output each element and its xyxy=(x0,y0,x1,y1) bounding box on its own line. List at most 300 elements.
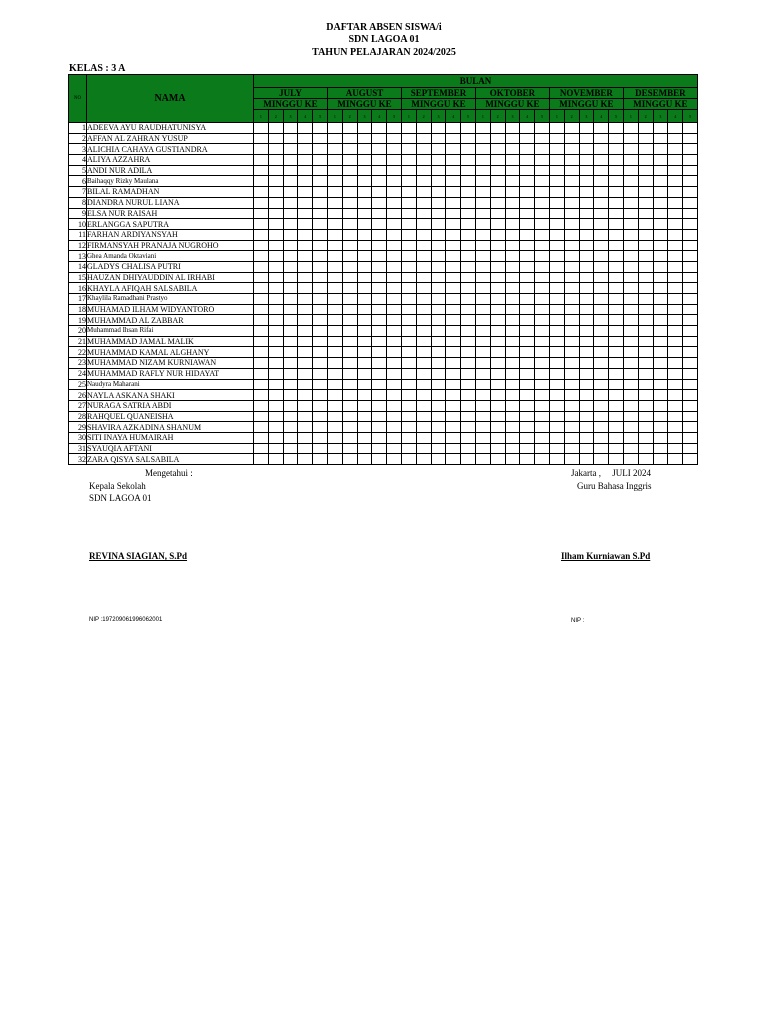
attendance-cell xyxy=(609,155,624,166)
attendance-cell xyxy=(668,251,683,262)
attendance-cell xyxy=(327,272,342,283)
attendance-cell xyxy=(357,326,372,337)
student-number: 21 xyxy=(69,336,87,347)
attendance-cell xyxy=(357,432,372,443)
attendance-cell xyxy=(431,251,446,262)
attendance-cell xyxy=(283,294,298,305)
table-row xyxy=(69,326,698,337)
attendance-cell xyxy=(668,368,683,379)
attendance-cell xyxy=(520,208,535,219)
attendance-cell xyxy=(564,272,579,283)
attendance-cell xyxy=(549,326,564,337)
attendance-cell xyxy=(446,176,461,187)
attendance-cell xyxy=(357,315,372,326)
attendance-cell xyxy=(357,155,372,166)
attendance-cell xyxy=(372,283,387,294)
attendance-cell xyxy=(357,261,372,272)
attendance-cell xyxy=(342,379,357,390)
attendance-cell xyxy=(653,454,668,465)
attendance-cell xyxy=(327,304,342,315)
attendance-cell xyxy=(431,379,446,390)
attendance-cell xyxy=(268,240,283,251)
attendance-cell xyxy=(327,379,342,390)
attendance-cell xyxy=(283,176,298,187)
attendance-cell xyxy=(416,229,431,240)
attendance-cell xyxy=(461,176,476,187)
attendance-cell xyxy=(609,283,624,294)
attendance-cell xyxy=(564,144,579,155)
attendance-cell xyxy=(579,432,594,443)
attendance-cell xyxy=(342,422,357,433)
attendance-cell xyxy=(268,123,283,134)
attendance-cell xyxy=(461,336,476,347)
attendance-cell xyxy=(401,176,416,187)
attendance-cell xyxy=(549,294,564,305)
attendance-cell xyxy=(653,368,668,379)
attendance-cell xyxy=(446,261,461,272)
attendance-cell xyxy=(446,411,461,422)
student-number: 10 xyxy=(69,219,87,230)
attendance-cell xyxy=(549,283,564,294)
attendance-cell xyxy=(564,123,579,134)
attendance-cell xyxy=(401,155,416,166)
attendance-cell xyxy=(683,358,698,369)
attendance-cell xyxy=(609,390,624,401)
attendance-cell xyxy=(475,294,490,305)
attendance-cell xyxy=(564,240,579,251)
attendance-cell xyxy=(387,283,402,294)
attendance-cell xyxy=(594,411,609,422)
attendance-cell xyxy=(401,347,416,358)
attendance-cell xyxy=(683,229,698,240)
attendance-cell xyxy=(653,229,668,240)
attendance-cell xyxy=(372,197,387,208)
student-name: RAHQUEL QUANEISHA xyxy=(87,411,254,422)
attendance-cell xyxy=(535,144,550,155)
attendance-cell xyxy=(387,229,402,240)
attendance-cell xyxy=(623,165,638,176)
place-date: Jakarta , JULI 2024 xyxy=(571,468,651,478)
attendance-cell xyxy=(594,294,609,305)
attendance-cell xyxy=(372,251,387,262)
attendance-cell xyxy=(594,336,609,347)
column-header-nama: NAMA xyxy=(87,75,254,123)
attendance-cell xyxy=(461,304,476,315)
attendance-cell xyxy=(549,176,564,187)
attendance-cell xyxy=(283,304,298,315)
attendance-cell xyxy=(535,326,550,337)
attendance-cell xyxy=(327,208,342,219)
attendance-cell xyxy=(564,261,579,272)
attendance-cell xyxy=(313,240,328,251)
attendance-cell xyxy=(594,144,609,155)
attendance-cell xyxy=(683,261,698,272)
attendance-cell xyxy=(638,144,653,155)
attendance-cell xyxy=(623,358,638,369)
attendance-cell xyxy=(623,155,638,166)
attendance-cell xyxy=(461,155,476,166)
student-number: 25 xyxy=(69,379,87,390)
attendance-cell xyxy=(520,261,535,272)
attendance-cell xyxy=(594,176,609,187)
attendance-cell xyxy=(535,315,550,326)
attendance-cell xyxy=(327,165,342,176)
attendance-cell xyxy=(401,358,416,369)
attendance-cell xyxy=(609,144,624,155)
week-number: 3 xyxy=(653,110,668,123)
attendance-cell xyxy=(268,411,283,422)
attendance-cell xyxy=(401,390,416,401)
attendance-cell xyxy=(475,133,490,144)
attendance-cell xyxy=(313,208,328,219)
attendance-cell xyxy=(505,272,520,283)
attendance-cell xyxy=(387,133,402,144)
attendance-cell xyxy=(490,261,505,272)
attendance-cell xyxy=(490,165,505,176)
attendance-cell xyxy=(475,390,490,401)
attendance-cell xyxy=(372,315,387,326)
attendance-cell xyxy=(298,443,313,454)
attendance-cell xyxy=(579,123,594,134)
attendance-cell xyxy=(579,219,594,230)
attendance-cell xyxy=(327,400,342,411)
attendance-cell xyxy=(609,208,624,219)
attendance-cell xyxy=(668,454,683,465)
table-row xyxy=(69,422,698,433)
week-number: 5 xyxy=(313,110,328,123)
attendance-cell xyxy=(416,400,431,411)
attendance-cell xyxy=(283,283,298,294)
attendance-cell xyxy=(520,176,535,187)
attendance-cell xyxy=(431,400,446,411)
column-header-no: NO xyxy=(69,75,87,123)
student-name: Baihaqqy Rizky Maulana xyxy=(87,176,254,187)
attendance-cell xyxy=(549,336,564,347)
week-number: 5 xyxy=(535,110,550,123)
attendance-cell xyxy=(549,304,564,315)
attendance-cell xyxy=(431,272,446,283)
attendance-cell xyxy=(401,144,416,155)
attendance-cell xyxy=(431,390,446,401)
attendance-cell xyxy=(520,133,535,144)
table-row xyxy=(69,133,698,144)
table-row xyxy=(69,347,698,358)
attendance-cell xyxy=(254,336,269,347)
attendance-cell xyxy=(298,422,313,433)
attendance-cell xyxy=(313,272,328,283)
attendance-cell xyxy=(609,294,624,305)
attendance-cell xyxy=(298,165,313,176)
week-number: 3 xyxy=(579,110,594,123)
attendance-cell xyxy=(387,294,402,305)
attendance-cell xyxy=(579,144,594,155)
attendance-cell xyxy=(475,315,490,326)
table-row xyxy=(69,240,698,251)
attendance-cell xyxy=(653,443,668,454)
attendance-cell xyxy=(683,336,698,347)
attendance-cell xyxy=(461,197,476,208)
attendance-cell xyxy=(327,347,342,358)
attendance-cell xyxy=(254,347,269,358)
attendance-cell xyxy=(401,336,416,347)
attendance-cell xyxy=(401,197,416,208)
attendance-cell xyxy=(475,219,490,230)
attendance-cell xyxy=(623,133,638,144)
attendance-cell xyxy=(254,326,269,337)
student-name: AFFAN AL ZAHRAN YUSUP xyxy=(87,133,254,144)
attendance-cell xyxy=(535,411,550,422)
attendance-cell xyxy=(653,411,668,422)
attendance-cell xyxy=(549,240,564,251)
attendance-cell xyxy=(416,208,431,219)
attendance-cell xyxy=(342,197,357,208)
attendance-cell xyxy=(446,283,461,294)
attendance-cell xyxy=(313,326,328,337)
attendance-cell xyxy=(342,229,357,240)
attendance-cell xyxy=(668,294,683,305)
attendance-cell xyxy=(401,229,416,240)
attendance-cell xyxy=(401,272,416,283)
attendance-cell xyxy=(564,315,579,326)
attendance-cell xyxy=(431,432,446,443)
attendance-cell xyxy=(313,133,328,144)
student-number: 29 xyxy=(69,422,87,433)
attendance-cell xyxy=(683,208,698,219)
attendance-cell xyxy=(254,123,269,134)
attendance-cell xyxy=(431,187,446,198)
attendance-cell xyxy=(683,123,698,134)
attendance-cell xyxy=(579,240,594,251)
attendance-cell xyxy=(668,400,683,411)
attendance-cell xyxy=(609,197,624,208)
attendance-cell xyxy=(668,261,683,272)
attendance-cell xyxy=(387,315,402,326)
student-number: 23 xyxy=(69,358,87,369)
attendance-cell xyxy=(461,358,476,369)
attendance-cell xyxy=(549,347,564,358)
attendance-cell xyxy=(461,229,476,240)
student-name: MUHAMAD ILHAM WIDYANTORO xyxy=(87,304,254,315)
attendance-cell xyxy=(490,251,505,262)
attendance-cell xyxy=(387,400,402,411)
attendance-cell xyxy=(638,283,653,294)
column-header-bulan: BULAN xyxy=(254,75,698,88)
attendance-cell xyxy=(431,165,446,176)
table-row xyxy=(69,229,698,240)
month-header: SEPTEMBER xyxy=(401,88,475,99)
attendance-cell xyxy=(609,422,624,433)
student-name: HAUZAN DHIYAUDDIN AL IRHABI xyxy=(87,272,254,283)
attendance-cell xyxy=(623,390,638,401)
attendance-cell xyxy=(549,155,564,166)
attendance-cell xyxy=(490,315,505,326)
attendance-cell xyxy=(535,272,550,283)
attendance-cell xyxy=(683,133,698,144)
attendance-cell xyxy=(254,379,269,390)
attendance-cell xyxy=(609,219,624,230)
attendance-cell xyxy=(313,197,328,208)
attendance-cell xyxy=(490,197,505,208)
attendance-cell xyxy=(549,411,564,422)
attendance-cell xyxy=(490,368,505,379)
student-name: SITI INAYA HUMAIRAH xyxy=(87,432,254,443)
student-name: ELSA NUR RAISAH xyxy=(87,208,254,219)
attendance-cell xyxy=(535,304,550,315)
attendance-cell xyxy=(313,155,328,166)
table-row xyxy=(69,379,698,390)
attendance-cell xyxy=(461,411,476,422)
attendance-cell xyxy=(357,219,372,230)
attendance-cell xyxy=(564,133,579,144)
attendance-cell xyxy=(357,454,372,465)
attendance-cell xyxy=(564,294,579,305)
attendance-cell xyxy=(298,251,313,262)
week-number: 1 xyxy=(475,110,490,123)
attendance-cell xyxy=(683,304,698,315)
attendance-cell xyxy=(283,315,298,326)
attendance-cell xyxy=(623,326,638,337)
attendance-cell xyxy=(431,155,446,166)
attendance-cell xyxy=(401,187,416,198)
attendance-cell xyxy=(446,368,461,379)
attendance-cell xyxy=(342,272,357,283)
attendance-cell xyxy=(283,197,298,208)
attendance-cell xyxy=(668,240,683,251)
attendance-cell xyxy=(653,133,668,144)
attendance-cell xyxy=(564,347,579,358)
attendance-cell xyxy=(372,390,387,401)
attendance-cell xyxy=(520,294,535,305)
attendance-cell xyxy=(446,379,461,390)
attendance-cell xyxy=(609,368,624,379)
student-name: FARHAN ARDIYANSYAH xyxy=(87,229,254,240)
attendance-cell xyxy=(461,443,476,454)
attendance-cell xyxy=(683,400,698,411)
student-number: 1 xyxy=(69,123,87,134)
attendance-cell xyxy=(431,283,446,294)
attendance-cell xyxy=(579,326,594,337)
attendance-cell xyxy=(446,400,461,411)
attendance-cell xyxy=(461,165,476,176)
attendance-cell xyxy=(475,400,490,411)
attendance-cell xyxy=(298,358,313,369)
attendance-cell xyxy=(594,368,609,379)
attendance-cell xyxy=(446,432,461,443)
attendance-cell xyxy=(579,176,594,187)
attendance-cell xyxy=(638,294,653,305)
student-name: KHAYLA AFIQAH SALSABILA xyxy=(87,283,254,294)
attendance-cell xyxy=(313,229,328,240)
attendance-cell xyxy=(431,123,446,134)
attendance-cell xyxy=(357,123,372,134)
attendance-cell xyxy=(579,422,594,433)
attendance-cell xyxy=(490,272,505,283)
attendance-cell xyxy=(475,144,490,155)
student-name: ANDI NUR ADILA xyxy=(87,165,254,176)
attendance-cell xyxy=(254,197,269,208)
attendance-cell xyxy=(623,187,638,198)
month-header: NOVEMBER xyxy=(549,88,623,99)
attendance-cell xyxy=(298,133,313,144)
attendance-cell xyxy=(401,251,416,262)
attendance-cell xyxy=(653,400,668,411)
attendance-cell xyxy=(535,229,550,240)
attendance-cell xyxy=(446,144,461,155)
attendance-cell xyxy=(520,187,535,198)
week-number: 2 xyxy=(564,110,579,123)
month-header: OKTOBER xyxy=(475,88,549,99)
attendance-cell xyxy=(638,368,653,379)
attendance-cell xyxy=(683,176,698,187)
attendance-cell xyxy=(683,390,698,401)
attendance-cell xyxy=(668,165,683,176)
attendance-cell xyxy=(283,240,298,251)
attendance-cell xyxy=(505,165,520,176)
attendance-cell xyxy=(623,422,638,433)
attendance-cell xyxy=(564,358,579,369)
table-row xyxy=(69,165,698,176)
attendance-cell xyxy=(387,304,402,315)
attendance-cell xyxy=(446,251,461,262)
attendance-cell xyxy=(342,390,357,401)
attendance-cell xyxy=(387,165,402,176)
attendance-cell xyxy=(327,443,342,454)
attendance-cell xyxy=(431,294,446,305)
attendance-cell xyxy=(609,326,624,337)
attendance-cell xyxy=(535,219,550,230)
attendance-cell xyxy=(268,336,283,347)
attendance-cell xyxy=(357,400,372,411)
attendance-cell xyxy=(298,432,313,443)
attendance-cell xyxy=(668,197,683,208)
week-header: MINGGU KE xyxy=(254,99,328,110)
attendance-cell xyxy=(475,368,490,379)
attendance-cell xyxy=(668,144,683,155)
attendance-cell xyxy=(254,240,269,251)
attendance-cell xyxy=(254,176,269,187)
attendance-cell xyxy=(505,432,520,443)
attendance-cell xyxy=(416,432,431,443)
attendance-cell xyxy=(283,336,298,347)
attendance-cell xyxy=(416,123,431,134)
attendance-cell xyxy=(520,422,535,433)
attendance-cell xyxy=(446,187,461,198)
attendance-cell xyxy=(313,165,328,176)
attendance-cell xyxy=(475,411,490,422)
attendance-cell xyxy=(342,240,357,251)
attendance-cell xyxy=(372,326,387,337)
attendance-cell xyxy=(254,229,269,240)
week-number: 4 xyxy=(668,110,683,123)
table-row xyxy=(69,315,698,326)
attendance-cell xyxy=(387,454,402,465)
attendance-cell xyxy=(490,133,505,144)
attendance-cell xyxy=(520,379,535,390)
attendance-cell xyxy=(254,294,269,305)
table-row xyxy=(69,155,698,166)
attendance-cell xyxy=(579,283,594,294)
attendance-cell xyxy=(653,390,668,401)
attendance-cell xyxy=(313,144,328,155)
attendance-cell xyxy=(564,336,579,347)
attendance-cell xyxy=(475,283,490,294)
attendance-cell xyxy=(549,390,564,401)
attendance-cell xyxy=(475,358,490,369)
attendance-cell xyxy=(668,283,683,294)
attendance-cell xyxy=(401,400,416,411)
attendance-cell xyxy=(254,144,269,155)
attendance-cell xyxy=(342,208,357,219)
